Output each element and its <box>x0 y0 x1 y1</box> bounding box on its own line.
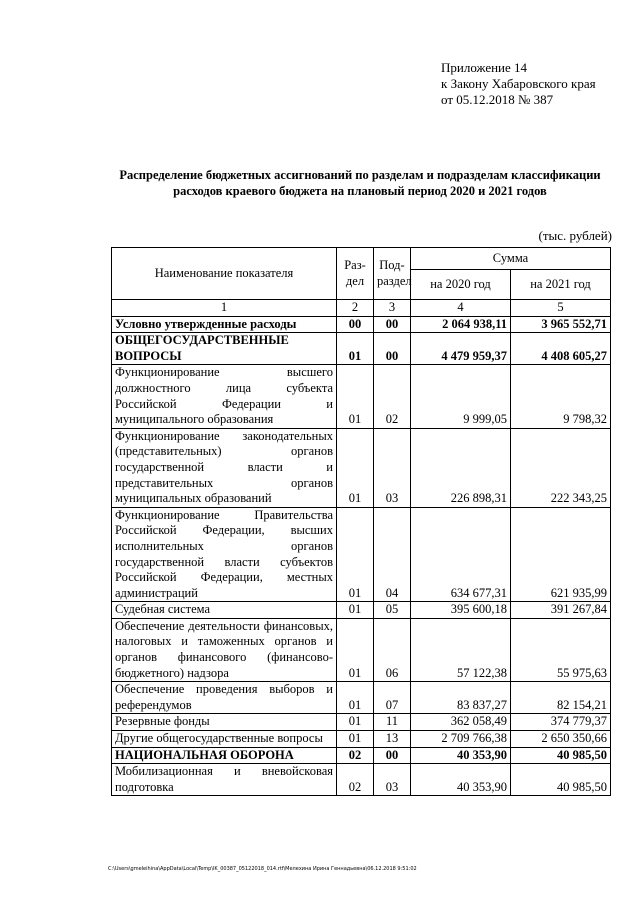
row-podrazdel: 00 <box>374 316 411 333</box>
row-podrazdel: 11 <box>374 714 411 731</box>
row-razdel: 00 <box>337 316 374 333</box>
row-sum-2020: 9 999,05 <box>411 365 511 428</box>
row-podrazdel: 07 <box>374 682 411 714</box>
budget-table <box>111 247 611 796</box>
row-sum-2021: 2 650 350,66 <box>511 731 611 748</box>
row-razdel: 01 <box>337 428 374 507</box>
row-name: Условно утвержденные расходы <box>112 316 337 333</box>
row-sum-2021: 391 267,84 <box>511 602 611 619</box>
table-row <box>112 618 611 681</box>
column-number: 2 <box>337 300 374 317</box>
row-podrazdel: 05 <box>374 602 411 619</box>
row-name: Функционирование законодательных (представительных) органов государственной власти и представительных органов муниципальных образований <box>112 428 337 507</box>
row-sum-2021: 4 408 605,27 <box>511 333 611 365</box>
row-sum-2021: 40 985,50 <box>511 764 611 796</box>
appendix-line-2: к Закону Хабаровского края <box>441 76 596 91</box>
row-razdel: 01 <box>337 507 374 602</box>
units-label: (тыс. рублей) <box>538 228 612 243</box>
table-row <box>112 682 611 714</box>
row-sum-2021: 621 935,99 <box>511 507 611 602</box>
row-name: Резервные фонды <box>112 714 337 731</box>
row-name: Судебная система <box>112 602 337 619</box>
column-number: 5 <box>511 300 611 317</box>
table-row <box>112 747 611 764</box>
row-sum-2020: 83 837,27 <box>411 682 511 714</box>
row-sum-2020: 362 058,49 <box>411 714 511 731</box>
row-sum-2021: 3 965 552,71 <box>511 316 611 333</box>
row-name: Обеспечение деятельности финансовых, налоговых и таможенных органов и органов финансового (финансово-бюджетного) надзора <box>112 618 337 681</box>
table-row <box>112 507 611 602</box>
row-name: ОБЩЕГОСУДАРСТВЕННЫЕ ВОПРОСЫ <box>112 333 337 365</box>
row-podrazdel: 02 <box>374 365 411 428</box>
appendix-line-1: Приложение 14 <box>441 60 528 75</box>
table-row <box>112 764 611 796</box>
table-row <box>112 316 611 333</box>
row-razdel: 01 <box>337 731 374 748</box>
row-sum-2020: 395 600,18 <box>411 602 511 619</box>
row-razdel: 01 <box>337 618 374 681</box>
row-sum-2020: 4 479 959,37 <box>411 333 511 365</box>
row-sum-2020: 2 064 938,11 <box>411 316 511 333</box>
row-name: НАЦИОНАЛЬНАЯ ОБОРОНА <box>112 747 337 764</box>
appendix-line-3: от 05.12.2018 № 387 <box>441 92 554 107</box>
row-podrazdel: 06 <box>374 618 411 681</box>
table-row <box>112 428 611 507</box>
row-podrazdel: 00 <box>374 747 411 764</box>
row-podrazdel: 03 <box>374 764 411 796</box>
row-razdel: 01 <box>337 333 374 365</box>
document-title: Распределение бюджетных ассигнований по разделам и подразделам классификации расходов краевого бюджета на плановый период 2020 и 2021 годов <box>119 168 601 198</box>
row-podrazdel: 03 <box>374 428 411 507</box>
row-sum-2021: 222 343,25 <box>511 428 611 507</box>
table-row <box>112 602 611 619</box>
table-row <box>112 333 611 365</box>
column-numbers-row <box>112 300 611 317</box>
row-sum-2021: 55 975,63 <box>511 618 611 681</box>
header-podrazdel: Под-раздел <box>374 248 411 300</box>
row-sum-2020: 2 709 766,38 <box>411 731 511 748</box>
header-2020: на 2020 год <box>411 270 511 300</box>
row-sum-2021: 82 154,21 <box>511 682 611 714</box>
row-podrazdel: 00 <box>374 333 411 365</box>
row-razdel: 01 <box>337 365 374 428</box>
row-sum-2020: 40 353,90 <box>411 764 511 796</box>
row-podrazdel: 04 <box>374 507 411 602</box>
column-number: 3 <box>374 300 411 317</box>
appendix-note <box>441 60 596 108</box>
table-row <box>112 365 611 428</box>
column-number: 1 <box>112 300 337 317</box>
row-name: Другие общегосударственные вопросы <box>112 731 337 748</box>
row-sum-2020: 634 677,31 <box>411 507 511 602</box>
header-2021: на 2021 год <box>511 270 611 300</box>
row-razdel: 01 <box>337 714 374 731</box>
row-sum-2020: 226 898,31 <box>411 428 511 507</box>
row-podrazdel: 13 <box>374 731 411 748</box>
table-row <box>112 731 611 748</box>
row-sum-2021: 374 779,37 <box>511 714 611 731</box>
table-row <box>112 714 611 731</box>
row-name: Функционирование высшего должностного лица субъекта Российской Федерации и муниципального образования <box>112 365 337 428</box>
file-path-footer: C:\Users\gmeleihina\AppData\Local\Temp\lK_00387_05122018_014.rtf\Мелехина Ирина Геннадьевна\06.12.2018 9:51:02 <box>108 866 417 872</box>
row-razdel: 02 <box>337 764 374 796</box>
row-razdel: 01 <box>337 602 374 619</box>
row-name: Обеспечение проведения выборов и референдумов <box>112 682 337 714</box>
header-summa: Сумма <box>411 248 611 270</box>
row-sum-2021: 9 798,32 <box>511 365 611 428</box>
header-name: Наименование показателя <box>112 248 337 300</box>
row-name: Мобилизационная и вневойсковая подготовка <box>112 764 337 796</box>
header-razdel: Раз-дел <box>337 248 374 300</box>
row-sum-2021: 40 985,50 <box>511 747 611 764</box>
column-number: 4 <box>411 300 511 317</box>
row-sum-2020: 40 353,90 <box>411 747 511 764</box>
row-name: Функционирование Правительства Российской Федерации, высших исполнительных органов государственной власти субъектов Российской Федерации, местных администраций <box>112 507 337 602</box>
row-razdel: 01 <box>337 682 374 714</box>
row-razdel: 02 <box>337 747 374 764</box>
row-sum-2020: 57 122,38 <box>411 618 511 681</box>
